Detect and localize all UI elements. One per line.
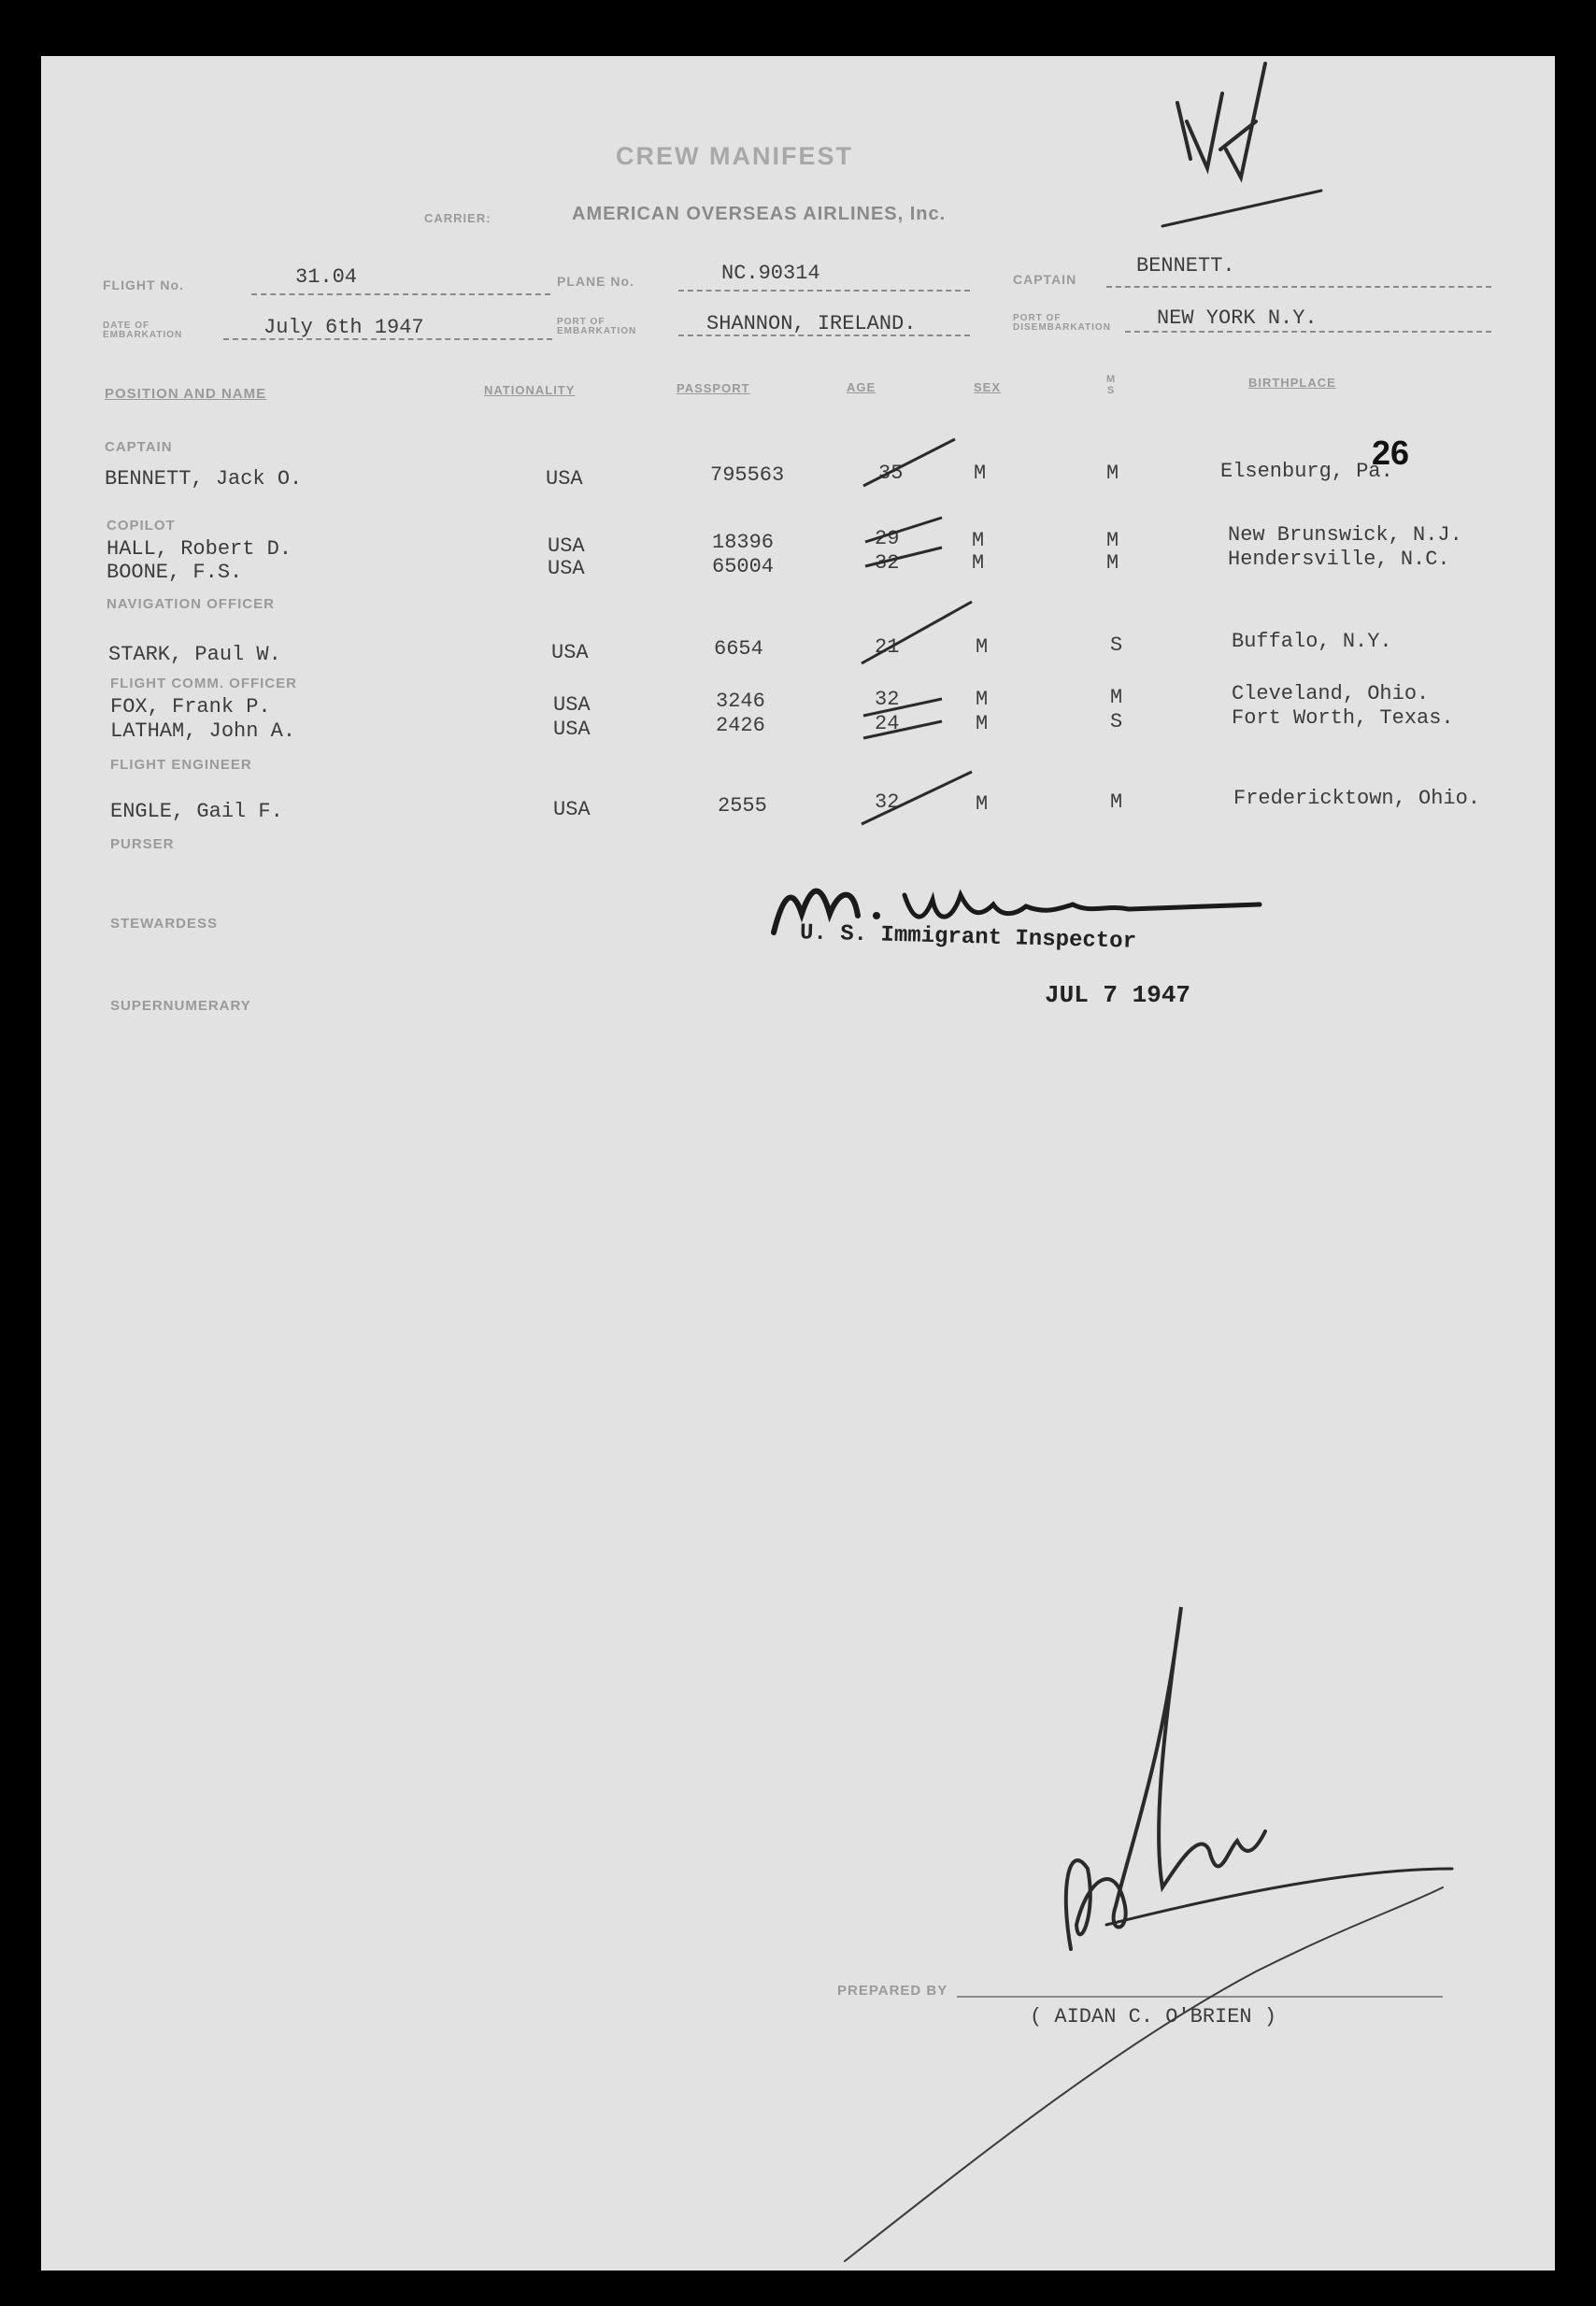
form-title: CREW MANIFEST [616,142,853,170]
crew-passport: 6654 [714,637,763,661]
crew-marital: M [1110,790,1123,814]
crew-marital: S [1110,710,1123,733]
crew-nationality: USA [551,641,589,664]
date-label-line1: DATE OF [103,320,150,331]
carrier-name: AMERICAN OVERSEAS AIRLINES, Inc. [572,204,947,224]
crew-age: 24 [875,712,900,735]
crew-age: 32 [875,790,900,814]
crew-birthplace: Cleveland, Ohio. [1232,682,1430,705]
prepared-by-line [957,1996,1443,1998]
crew-birthplace: Elsenburg, Pa. [1220,460,1393,483]
port-disembarkation-label-line1: PORT OF [1013,313,1062,323]
long-diagonal-stroke [845,1887,1443,2261]
crew-passport: 795563 [710,463,785,487]
crew-passport: 2426 [716,714,765,737]
section-navigation: NAVIGATION OFFICER [107,596,275,612]
crew-name: BOONE, F.S. [107,561,243,584]
crew-birthplace: Buffalo, N.Y. [1232,630,1392,653]
section-copilot: COPILOT [107,518,176,534]
crew-birthplace: Fort Worth, Texas. [1232,706,1454,730]
port-disembarkation: NEW YORK N.Y. [1157,306,1318,330]
section-purser: PURSER [110,836,175,852]
crew-passport: 2555 [718,794,767,818]
page-number: 26 [1372,434,1410,472]
crew-nationality: USA [553,718,591,741]
carrier-label: CARRIER: [424,211,492,225]
col-age-header: AGE [847,380,876,394]
captain-line [1106,286,1491,288]
crew-marital: M [1110,686,1123,709]
col-birthplace-header: BIRTHPLACE [1248,376,1336,390]
crew-name: BENNETT, Jack O. [105,467,303,491]
port-embarkation: SHANNON, IRELAND. [706,312,917,335]
crew-marital: M [1106,551,1119,575]
crew-sex: M [972,529,985,552]
port-embarkation-label-line1: PORT OF [557,317,606,327]
prepared-by-name: ( AIDAN C. O'BRIEN ) [1030,2005,1277,2028]
large-signature [1066,1607,1265,1949]
date-label [103,321,182,340]
crew-name: LATHAM, John A. [110,719,296,743]
crew-sex: M [976,635,989,659]
inspection-date: JUL 7 1947 [1045,981,1191,1009]
flight-line [251,293,550,295]
crew-birthplace: New Brunswick, N.J. [1228,523,1462,547]
crew-name: ENGLE, Gail F. [110,800,283,823]
col-marital-header [1106,374,1116,396]
crew-sex: M [976,712,989,735]
col-passport-header: PASSPORT [677,381,750,395]
col-nationality-header: NATIONALITY [484,383,576,397]
age-strike-1 [863,439,955,486]
crew-sex: M [972,551,985,575]
crew-age: 32 [875,688,900,711]
crew-nationality: USA [548,534,585,558]
crew-name: FOX, Frank P. [110,695,271,719]
crew-passport: 3246 [716,690,765,713]
col-marital-line1: M [1106,374,1117,385]
plane-label: PLANE No. [557,274,634,289]
port-disembarkation-label-line2: DISEMBARKATION [1013,322,1111,333]
crew-name: HALL, Robert D. [107,537,292,561]
flight-label: FLIGHT No. [103,278,184,292]
section-comm: FLIGHT COMM. OFFICER [110,676,297,691]
crew-nationality: USA [548,557,585,580]
embarkation-date: July 6th 1947 [264,316,424,339]
crew-nationality: USA [553,798,591,821]
crew-age: 29 [875,527,900,550]
crew-sex: M [974,462,987,485]
col-marital-line2: S [1106,385,1116,396]
col-position-header: POSITION AND NAME [105,386,267,402]
crew-marital: M [1106,529,1119,552]
captain-name: BENNETT. [1136,254,1235,278]
section-supernumerary: SUPERNUMERARY [110,998,251,1014]
section-engineer: FLIGHT ENGINEER [110,757,252,773]
initials-mark [1177,64,1265,178]
crew-birthplace: Hendersville, N.C. [1228,548,1450,571]
prepared-by-label: PREPARED BY [837,1983,948,1999]
crew-age: 32 [875,551,900,575]
crew-sex: M [976,688,989,711]
captain-label: CAPTAIN [1013,272,1077,287]
manifest-page [41,56,1555,2270]
plane-line [678,290,970,292]
port-disembarkation-label [1013,314,1111,333]
port-embarkation-label [557,318,636,336]
crew-birthplace: Fredericktown, Ohio. [1233,787,1481,810]
crew-age: 21 [875,635,900,659]
section-stewardess: STEWARDESS [110,916,219,932]
port-disembarkation-line [1125,331,1491,333]
crew-sex: M [976,792,989,816]
crew-passport: 18396 [712,531,775,554]
crew-marital: M [1106,462,1119,485]
crew-marital: S [1110,633,1123,657]
flight-number: 31.04 [295,265,358,289]
crew-nationality: USA [546,467,583,491]
date-label-line2: EMBARKATION [103,330,183,340]
signature-flourish [1106,1869,1452,1925]
inspector-title: U. S. Immigrant Inspector [799,920,1137,955]
initials-underline [1162,191,1321,226]
plane-number: NC.90314 [721,262,820,285]
crew-passport: 65004 [712,555,775,578]
port-embarkation-label-line2: EMBARKATION [557,326,637,336]
crew-name: STARK, Paul W. [108,643,281,666]
crew-nationality: USA [553,693,591,717]
section-captain: CAPTAIN [105,439,173,455]
crew-age: 35 [878,462,904,485]
col-sex-header: SEX [974,380,1002,394]
